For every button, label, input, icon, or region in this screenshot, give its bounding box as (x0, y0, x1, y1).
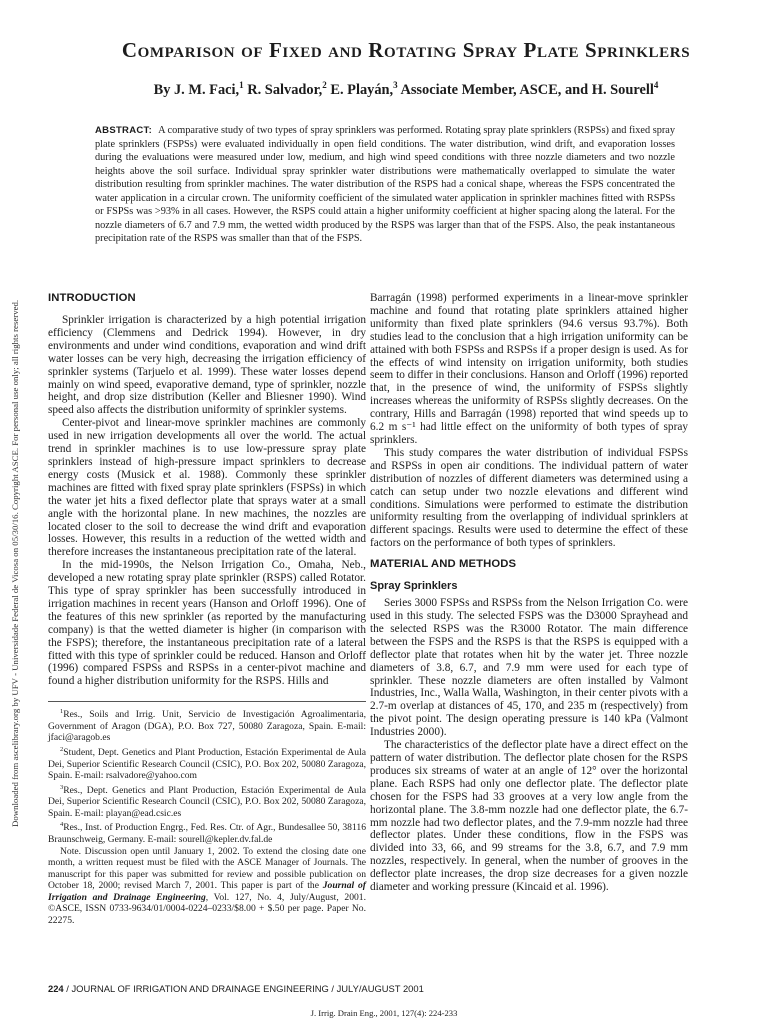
body-paragraph: The characteristics of the deflector plate have a direct effect on the pattern of water distribution. The deflector plate chosen for the RSPS produces six streams of water at an angle of 12° over the horizontal plane. Each RSPS had only one deflector plate. The deflector plate chosen for the FSPS had 33 grooves at a very low angle from the horizontal plane. The 3.8-mm nozzle had one deflector plate, the 6.7-mm nozzle had two deflector plates, and the 7.9-mm nozzle had three deflector plates. Under these conditions, flow in the FSPS was divided into 33, 66, and 99 streams for the 3.8, 6.7, and 7.9 mm nozzles, respectively. In general, when the number of grooves in the deflector plate increases, the drop size decreases for a given nozzle diameter and working pressure (Kincaid et al. 1996). (370, 739, 688, 894)
author-line (44, 80, 768, 99)
footnote-mark: 1 (60, 708, 64, 716)
footnote-mark: 3 (60, 783, 64, 791)
journal-footer (48, 983, 718, 994)
abstract-label: ABSTRACT: (95, 125, 153, 136)
footnote-mark: 4 (60, 821, 64, 829)
author-3-mark: 3 (393, 80, 398, 90)
methods-heading: MATERIAL AND METHODS (370, 558, 517, 571)
spray-sprinklers-heading: Spray Sprinklers (370, 580, 458, 593)
footnote (48, 706, 366, 744)
abstract-text: A comparative study of two types of spray sprinklers was performed. Rotating spray plate sprinklers (RSPSs) and fixed spray plate sprinklers (FSPSs) were evaluated individually in open field conditions. The water distribution, wind drift, and evaporation losses during the evaluations were measured under low, medium, and high wind speed conditions with three nozzle diameters and two nozzle heights above the soil surface. Individual spray sprinkler water distributions were mathematically overlapped to simulate the water distribution resulting from sprinkler machines. The water distribution of the RSPS had a conical shape, whereas the FSPS concentrated the water application in a circular crown. The uniformity coefficient of the simulated water application in sprinkler machines fitted with RSPSs or FSPSs was >93% in all cases. However, the RSPS could attain a higher uniformity coefficient at higher spacing along the lateral. For the nozzle diameters of 6.7 and 7.9 mm, the wetted width produced by the RSPS was larger than that of the FSPS. Also, the peak instantaneous precipitation rate of the RSPS was smaller than that of the FSPS. (95, 125, 675, 244)
footnote-text: Res., Dept. Genetics and Plant Production, Estación Experimental de Aula Dei, Superior Scientific Research Council (CSIC), P.O. Box 202, 50080 Zaragoza, Spain. E-mail: playan@ead.csic.es (48, 784, 366, 819)
author-3: E. Playán, (326, 81, 394, 98)
author-1: By J. M. Faci, (153, 81, 240, 98)
footnotes (48, 701, 366, 926)
abstract (95, 124, 675, 246)
footnote (48, 744, 366, 782)
author-2: R. Salvador, (243, 81, 323, 98)
footnote-text: Student, Dept. Genetics and Plant Production, Estación Experimental de Aula Dei, Superior Scientific Research Council (CSIC), P.O. Box 202, 50080 Zaragoza, Spain. E-mail: rsalvadore@yahoo.com (48, 747, 366, 782)
author-4-mark: 4 (653, 80, 659, 90)
editorial-note-text: Note. Discussion open until January 1, 2002. To extend the closing date one month, a written request must be filed with the ASCE Manager of Journals. The manuscript for this paper was submitted for review and possible publication on October 18, 2000; revised March 7, 2001. This paper is part of the (48, 845, 366, 892)
editorial-note-details: , Vol. 127, No. 4, July/August, 2001. ©ASCE, ISSN 0733-9634/01/0004-0224–0233/$8.00 + $.50 per page. Paper No. 22275. (48, 891, 366, 926)
download-notice: Downloaded from ascelibrary.org by UFV - Universidade Federal de Vicosa on 05/30/16. Copyright ASCE. For personal use only; all rights reserved. (10, 299, 20, 827)
citation-line: J. Irrig. Drain Eng., 2001, 127(4): 224-233 (310, 1008, 458, 1018)
footnote-text: Res., Soils and Irrig. Unit, Servicio de Investigación Agroalimentaria, Government of Aragon (DGA), P.O. Box 727, 50080 Zaragoza, Spain. E-mail: jfaci@aragob.es (48, 709, 366, 744)
body-paragraph: Barragán (1998) performed experiments in a linear-move sprinkler machine and found that rotating plate sprinklers attained higher uniformity than fixed plate sprinklers (94.6 versus 93.7%). Both studies lead to the conclusion that a high irrigation uniformity can be attained with both FSPSs and RSPSs if a proper design is used. As for the effects of wind intensity on irrigation uniformity, both studies seem to differ in their conclusions. Hanson and Orloff (1996) reported that, in the presence of wind, the uniformity of FSPSs slightly increases whereas the uniformity of RSPSs slightly decreases. On the contrary, Hills and Barragán (1998) reported that wind speeds up to 6.2 m s⁻¹ had little effect on the uniformity of both types of spray sprinklers. (370, 292, 688, 446)
footnote-mark: 2 (60, 745, 64, 753)
footnote-text: Res., Inst. of Production Engrg., Fed. Res. Ctr. of Agr., Bundesallee 50, 38116 Braunschweig, Germany. E-mail: sourell@kepler.dv.fal.de (48, 822, 366, 846)
journal-name: Journal of Irrigation and Drainage Engineering (48, 880, 366, 903)
footnote (48, 782, 366, 820)
body-paragraph: In the mid-1990s, the Nelson Irrigation Co., Omaha, Neb., developed a new rotating spray plate sprinkler (RSPS) called Rotator. This type of spray sprinkler has been successfully introduced in irrigation machines in recent years (Hanson and Orloff 1996). One of the features of this new sprinkler (as reported by the manufacturing company) is that the wetted diameter is higher (in comparison with the FSPS); therefore, the instantaneous precipitation rate of a lateral fitted with this type of sprinkler could be reduced. Hanson and Orloff (1996) compared FSPSs and RSPSs in a center-pivot machine and found a higher distribution uniformity for the RSPS. Hills and (48, 559, 366, 688)
body-paragraph: Center-pivot and linear-move sprinkler machines are commonly used in new irrigation developments all over the world. The actual trend in sprinkler machines is to use low-pressure spray plate sprinklers instead of high-pressure impact sprinklers to decrease energy costs (Musick et al. 1988). Commonly these sprinkler machines are fitted with fixed spray plate sprinklers (FSPSs) in which the water jet hits a fixed deflector plate that sprays water at a small angle with the horizontal plane. In new machines, the nozzles are located closer to the soil to decrease the wind drift and evaporation losses. However, this results in a reduction of the wetted width and therefore increases the instantaneous precipitation rate of the lateral. (48, 417, 366, 559)
author-1-mark: 1 (239, 80, 244, 90)
editorial-note (48, 846, 366, 927)
right-column (370, 292, 688, 894)
paper-title: Comparison of Fixed and Rotating Spray Plate Sprinklers (121, 38, 691, 62)
body-paragraph: Series 3000 FSPSs and RSPSs from the Nelson Irrigation Co. were used in this study. The selected FSPS was the D3000 Sprayhead and the selected RSPS was the R3000 Rotator. The main difference between the FSPS and the RSPS is that the RSPS is equipped with a deflector plate that rotates when hit by the water jet. Three nozzle diameters of 3.8, 6.7, and 7.9 mm were used for each type of sprinkler. These nozzle diameters are often installed by Valmont Industries, Inc., Walla Walla, Washington, in their center pivots with a 2.7-m overlap at distances of 45, 170, and 235 m (respectively) from the pivot point. The design operating pressure is 140 kPa (Valmont Industries 2000). (370, 597, 688, 739)
author-4: Associate Member, ASCE, and H. Sourell (397, 81, 654, 98)
journal-footer-text: / JOURNAL OF IRRIGATION AND DRAINAGE ENGINEERING / JULY/AUGUST 2001 (63, 983, 424, 994)
page-number: 224 (48, 983, 64, 994)
author-2-mark: 2 (322, 80, 327, 90)
introduction-heading: INTRODUCTION (48, 292, 136, 304)
left-column (48, 292, 366, 926)
body-paragraph: This study compares the water distribution of individual FSPSs and RSPSs in open air conditions. The individual pattern of water distribution of nozzles of different diameters was determined using a catch can setup under two nozzle elevations and different wind conditions. Simulations were performed to estimate the distribution uniformity resulting from the overlapping of individual sprinklers at different spacings. Results were used to determine the effect of these factors on the performance of both types of sprinklers. (370, 446, 688, 550)
body-paragraph: Sprinkler irrigation is characterized by a high potential irrigation efficiency (Clemmens and Dedrick 1994). However, in dry environments and under wind conditions, evaporation and wind drift water losses can be very high, decreasing the irrigation efficiency of sprinkler systems (Tarjuelo et al. 1999). These water losses depend mainly on wind speed, evaporative demand, type of sprinkler, nozzle height, and drop size distribution (Keller and Bliesner 1990). Wind speed also affects the distribution uniformity of sprinkler systems. (48, 314, 366, 417)
footnote (48, 819, 366, 845)
